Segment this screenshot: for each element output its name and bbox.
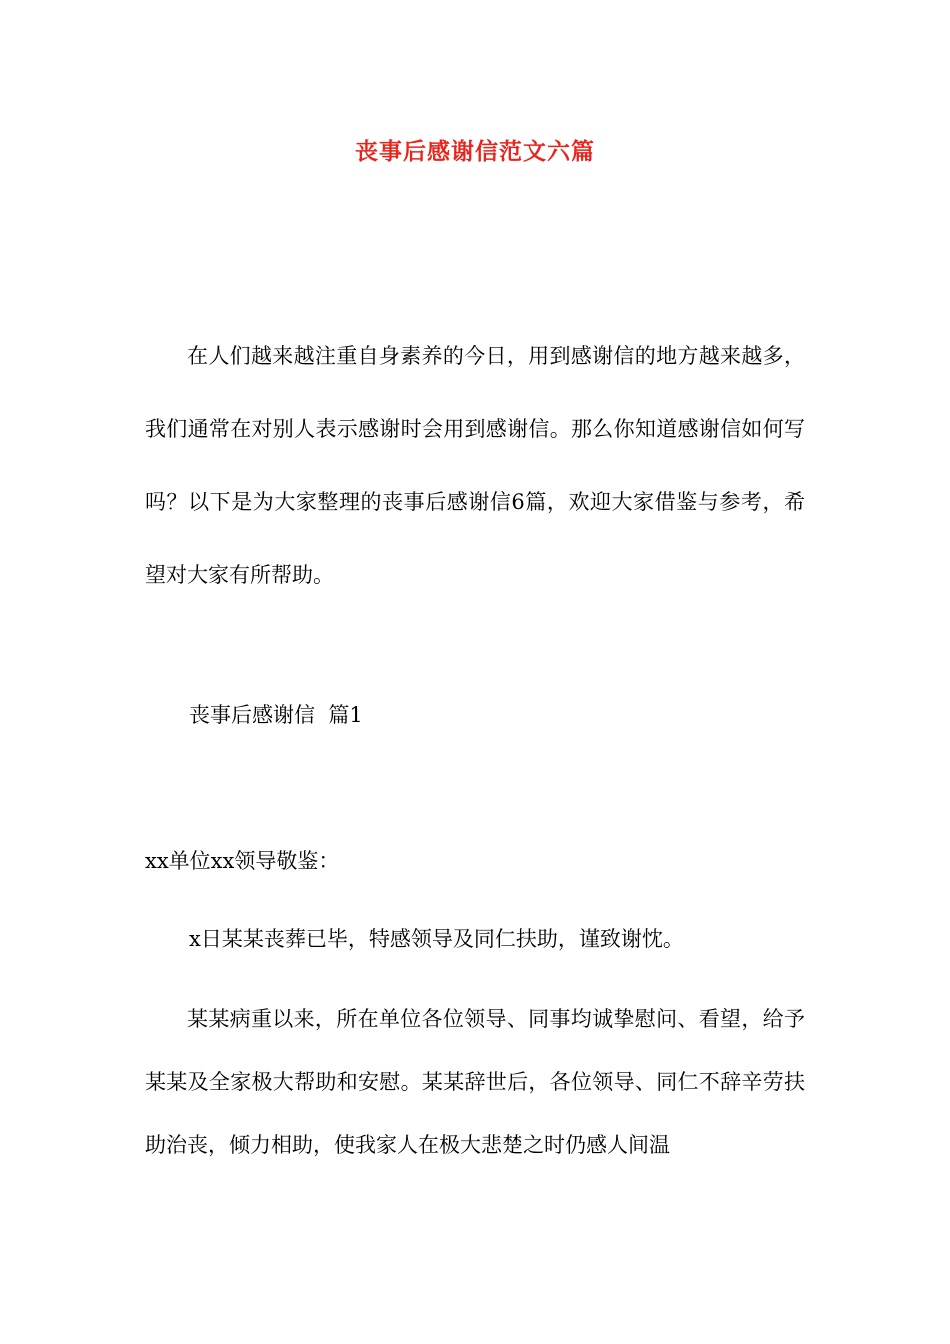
document-title: 丧事后感谢信范文六篇: [355, 138, 595, 165]
section-heading: 丧事后感谢信 篇1: [189, 703, 363, 727]
letter-paragraph-2: 某某病重以来，所在单位各位领导、同事均诚挚慰问、看望，给予某某及全家极大帮助和安慰。某某辞世后，各位领导、同仁不辞辛劳扶助治丧，倾力相助，使我家人在极大悲楚之时仍感人间温: [145, 1007, 805, 1157]
letter-salutation: xx单位xx领导敬鉴：: [145, 849, 340, 873]
letter-paragraph-1: x日某某丧葬已毕，特感领导及同仁扶助，谨致谢忱。: [189, 927, 684, 951]
intro-paragraph: 在人们越来越注重自身素养的今日，用到感谢信的地方越来越多，我们通常在对别人表示感谢时会用到感谢信。那么你知道感谢信如何写吗？以下是为大家整理的丧事后感谢信6篇，欢迎大家借鉴与参考，希望对大家有所帮助。: [145, 344, 805, 587]
